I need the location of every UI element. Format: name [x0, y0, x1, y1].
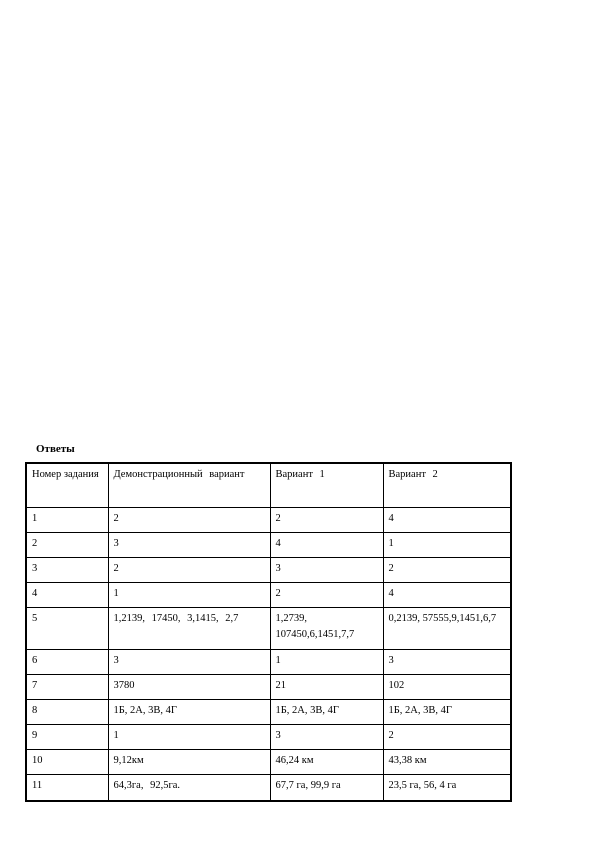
demo-answer-cell: 64,3га, 92,5га.: [108, 774, 270, 801]
demo-answer-cell: 1Б, 2А, 3В, 4Г: [108, 699, 270, 724]
table-row: [26, 699, 511, 724]
variant-2-answer-cell: 1Б, 2А, 3В, 4Г: [383, 699, 511, 724]
variant-1-answer-cell: 1,2739, 107450,6,1451,7,7: [270, 607, 383, 649]
table-row: [26, 507, 511, 532]
task-number-cell: 4: [26, 582, 108, 607]
demo-answer-cell: 9,12км: [108, 749, 270, 774]
table-row: [26, 774, 511, 801]
variant-1-answer-cell: 1: [270, 649, 383, 674]
task-number-cell: 11: [26, 774, 108, 801]
table-row: [26, 724, 511, 749]
task-number-cell: 8: [26, 699, 108, 724]
variant-2-answer-cell: 3: [383, 649, 511, 674]
variant-2-answer-cell: 2: [383, 724, 511, 749]
header-cell-task-number: Номер задания: [26, 463, 108, 507]
table-row: [26, 607, 511, 649]
header-cell-variant-1: Вариант 1: [270, 463, 383, 507]
variant-1-answer-cell: 2: [270, 507, 383, 532]
variant-1-answer-cell: 4: [270, 532, 383, 557]
task-number-cell: 9: [26, 724, 108, 749]
table-row: [26, 557, 511, 582]
variant-2-answer-cell: 43,38 км: [383, 749, 511, 774]
demo-answer-cell: 3: [108, 532, 270, 557]
variant-2-answer-cell: 1: [383, 532, 511, 557]
table-row: [26, 582, 511, 607]
variant-1-answer-cell: 3: [270, 557, 383, 582]
table-row: [26, 532, 511, 557]
demo-answer-cell: 1: [108, 582, 270, 607]
answers-heading: Ответы: [36, 443, 75, 455]
task-number-cell: 1: [26, 507, 108, 532]
variant-2-answer-cell: 102: [383, 674, 511, 699]
variant-2-answer-cell: 4: [383, 507, 511, 532]
variant-1-answer-cell: 1Б, 2А, 3В, 4Г: [270, 699, 383, 724]
demo-answer-cell: 1: [108, 724, 270, 749]
header-cell-variant-2: Вариант 2: [383, 463, 511, 507]
demo-answer-cell: 3780: [108, 674, 270, 699]
variant-2-answer-cell: 0,2139, 57555,9,1451,6,7: [383, 607, 511, 649]
variant-2-answer-cell: 4: [383, 582, 511, 607]
task-number-cell: 6: [26, 649, 108, 674]
variant-1-answer-cell: 2: [270, 582, 383, 607]
table-row: [26, 649, 511, 674]
variant-1-answer-cell: 46,24 км: [270, 749, 383, 774]
demo-answer-cell: 1,2139, 17450, 3,1415, 2,7: [108, 607, 270, 649]
table-row: [26, 749, 511, 774]
table-header-row: [26, 463, 511, 507]
variant-1-answer-cell: 67,7 га, 99,9 га: [270, 774, 383, 801]
task-number-cell: 7: [26, 674, 108, 699]
variant-2-answer-cell: 23,5 га, 56, 4 га: [383, 774, 511, 801]
task-number-cell: 10: [26, 749, 108, 774]
task-number-cell: 5: [26, 607, 108, 649]
task-number-cell: 2: [26, 532, 108, 557]
task-number-cell: 3: [26, 557, 108, 582]
demo-answer-cell: 2: [108, 557, 270, 582]
demo-answer-cell: 2: [108, 507, 270, 532]
answers-table: [25, 462, 512, 802]
table-row: [26, 674, 511, 699]
header-cell-demo-variant: Демонстрационный вариант: [108, 463, 270, 507]
variant-1-answer-cell: 21: [270, 674, 383, 699]
demo-answer-cell: 3: [108, 649, 270, 674]
variant-2-answer-cell: 2: [383, 557, 511, 582]
variant-1-answer-cell: 3: [270, 724, 383, 749]
